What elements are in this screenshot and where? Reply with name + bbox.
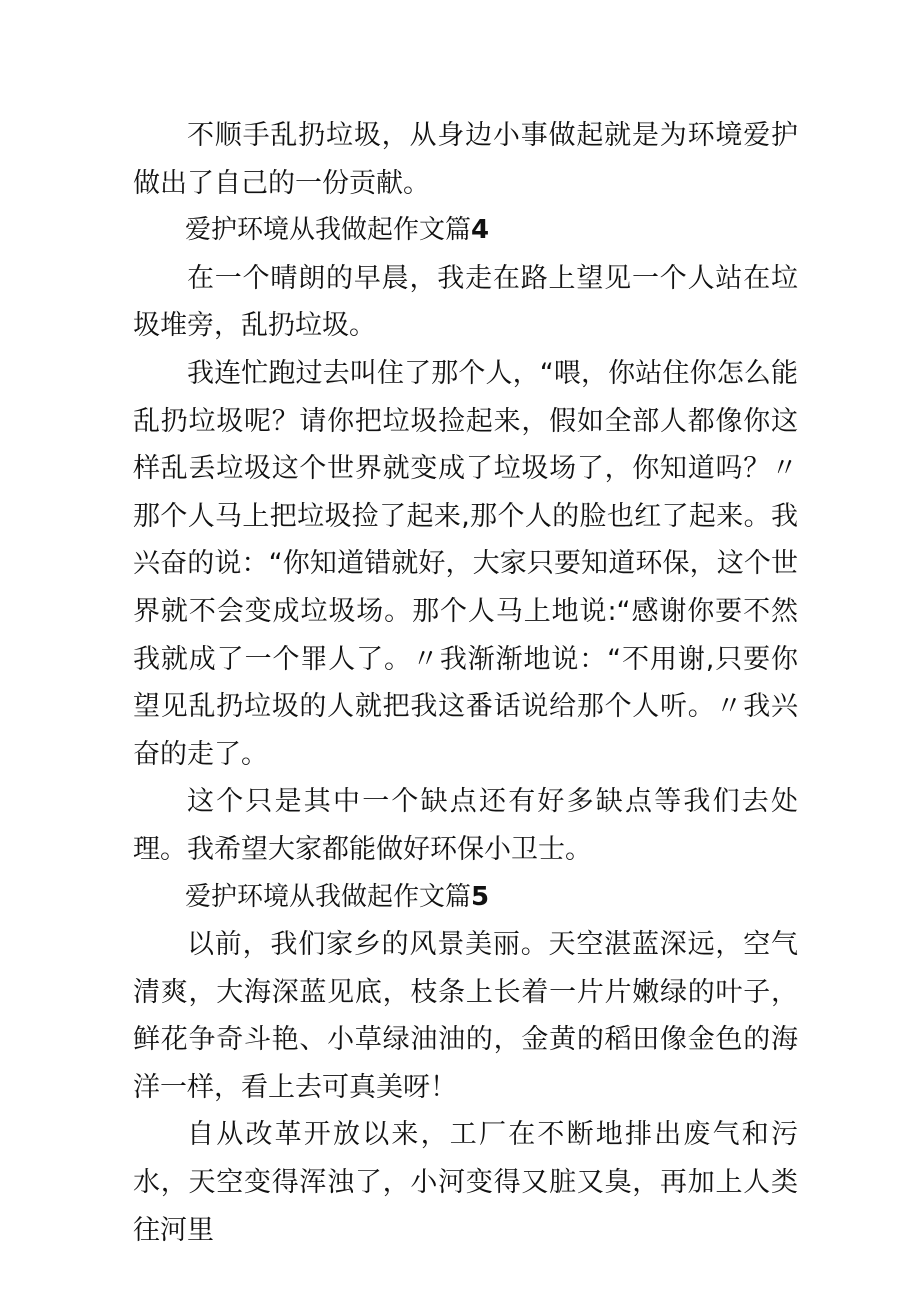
paragraph: 以前，我们家乡的风景美丽。天空湛蓝深远，空气清爽，大海深蓝见底，枝条上长着一片片嫩绿的叶子，鲜花争奇斗艳、小草绿油油的，金黄的稻田像金色的海洋一样，看上去可真美呀！ <box>133 929 798 1103</box>
paragraph: 这个只是其中一个缺点还有好多缺点等我们去处理。我希望大家都能做好环保小卫士。 <box>133 786 798 865</box>
section-heading-title: 爱护环境从我做起作文篇 <box>185 881 472 912</box>
paragraph: 在一个晴朗的早晨，我走在路上望见一个人站在垃圾堆旁，乱扔垃圾。 <box>133 262 798 342</box>
section-heading <box>133 874 798 922</box>
section-heading-title: 爱护环境从我做起作文篇 <box>185 215 472 246</box>
paragraph: 我连忙跑过去叫住了那个人，“喂，你站住你怎么能乱扔垃圾呢？请你把垃圾捡起来，假如全部人都像你这样乱丢垃圾这个世界就变成了垃圾场了，你知道吗？〃那个人马上把垃圾捡了起来,那个人的脸也红了起来。我兴奋的说：“你知道错就好，大家只要知道环保，这个世界就不会变成垃圾场。那个人马上地说:“感谢你要不然我就成了一个罪人了。〃我渐渐地说：“不用谢,只要你望见乱扔垃圾的人就把我这番话说给那个人听。〃我兴奋的走了。 <box>133 357 798 770</box>
section-heading-number: 4 <box>471 215 490 246</box>
paragraph: 不顺手乱扔垃圾，从身边小事做起就是为环境爱护做出了自己的一份贡献。 <box>133 120 798 199</box>
section-heading <box>133 207 798 255</box>
document-body <box>133 112 798 1254</box>
section-heading-number: 5 <box>471 881 490 912</box>
paragraph: 自从改革开放以来，工厂在不断地排出废气和污水，天空变得浑浊了，小河变得又脏又臭，再加上人类往河里 <box>133 1119 798 1246</box>
